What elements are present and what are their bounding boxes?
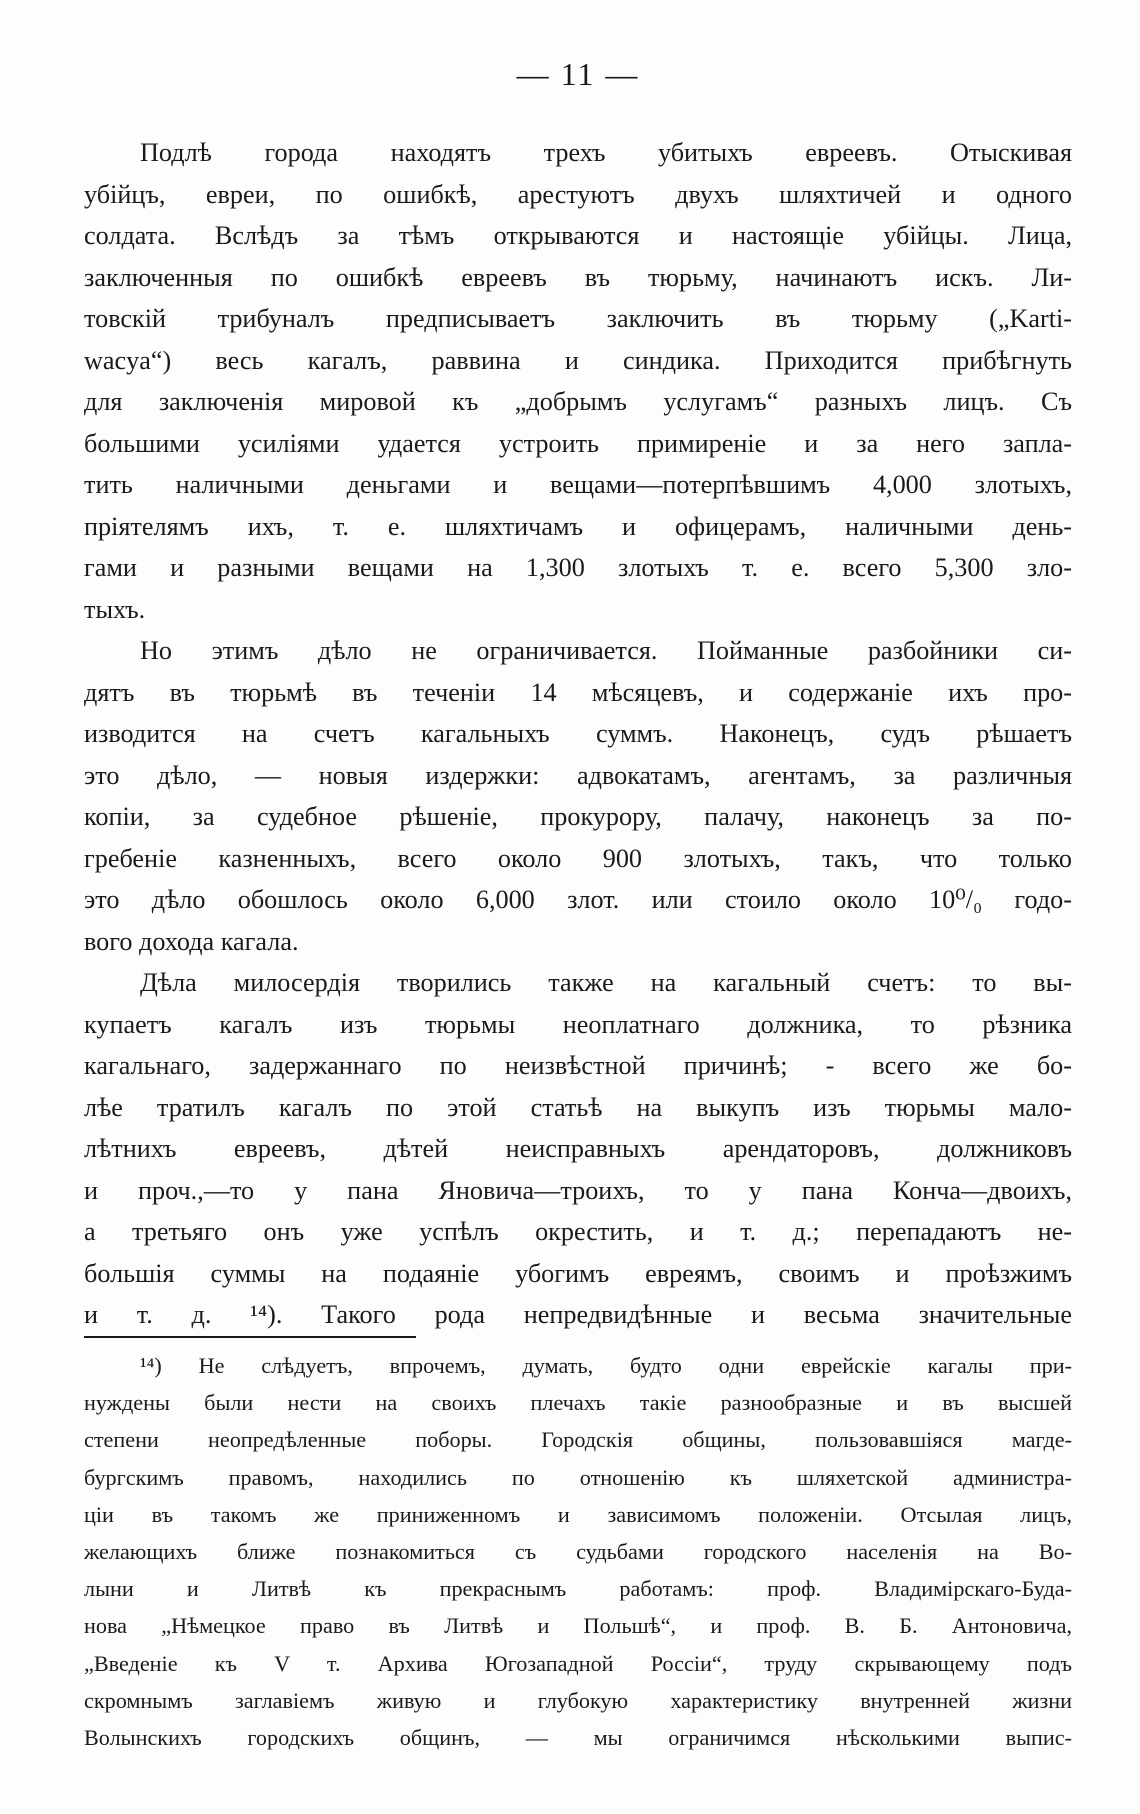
paragraph-1 [84,132,1072,630]
footnote-line: ціи въ такомъ же приниженномъ и зависимомъ положеніи. Отсылая лицъ, [84,1501,1072,1527]
text-line: солдата. Вслѣдъ за тѣмъ открываются и настоящіе убійцы. Лица, [84,221,1072,250]
text-line: лѣтнихъ евреевъ, дѣтей неисправныхъ арендаторовъ, должниковъ [84,1134,1072,1163]
text-line: это дѣло обошлось около 6,000 злот. или стоило около 10⁰/₀ годо- [84,885,1072,914]
text-line: пріятелямъ ихъ, т. е. шляхтичамъ и офицерамъ, наличными день- [84,511,1072,541]
text-line: тыхъ. [84,594,146,624]
text-line: большими усиліями удается устроить примиреніе и за него запла- [84,428,1072,458]
text-line: тить наличными деньгами и вещами—потерпѣвшимъ 4,000 злотыхъ, [84,470,1072,499]
text-line: кагальнаго, задержаннаго по неизвѣстной причинѣ; - всего же бо- [84,1051,1072,1080]
footnote-line: скромнымъ заглавіемъ живую и глубокую характеристику внутренней жизни [84,1687,1072,1713]
footnote-14 [84,1347,1072,1756]
footnote-line: желающихъ ближе познакомиться съ судьбами городского населенія на Во- [84,1539,1072,1565]
text-line: wacya“) весь кагалъ, раввина и синдика. Приходится прибѣгнуть [84,345,1072,375]
text-line: Дѣла милосердія творились также на кагальный счетъ: то вы- [140,968,1072,997]
text-line: убійцъ, евреи, по ошибкѣ, арестуютъ двухъ шляхтичей и одного [84,179,1072,209]
text-line: и проч.,—то у пана Яновича—троихъ, то у пана Конча—двоихъ, [84,1175,1072,1205]
paragraph-3 [84,962,1072,1336]
footnote-divider [84,1336,416,1338]
text-line: это дѣло, — новыя издержки: адвокатамъ, агентамъ, за различныя [84,760,1072,790]
text-line: заключенныя по ошибкѣ евреевъ въ тюрьму, начинаютъ искъ. Ли- [84,262,1072,292]
text-line: изводится на счетъ кагальныхъ суммъ. Наконецъ, судъ рѣшаетъ [84,719,1072,748]
text-line: Но этимъ дѣло не ограничивается. Пойманные разбойники си- [140,636,1072,665]
footnote-line: степени неопредѣленные поборы. Городскія общины, пользовавшіяся магде- [84,1427,1072,1453]
text-line: а третьяго онъ уже успѣлъ окрестить, и т. д.; перепадаютъ не- [84,1217,1072,1246]
text-line: дятъ въ тюрьмѣ въ теченіи 14 мѣсяцевъ, и содержаніе ихъ про- [84,677,1072,707]
main-text [84,132,1072,1336]
text-line: и т. д. ¹⁴). Такого рода непредвидѣнные и весьма значительные [84,1300,1072,1329]
footnote-line: „Введеніе къ V т. Архива Югозападной Россіи“, труду скрывающему подъ [84,1650,1072,1676]
text-line: лѣе тратилъ кагалъ по этой статьѣ на выкупъ изъ тюрьмы мало- [84,1092,1072,1122]
footnote-line: ¹⁴) Не слѣдуетъ, впрочемъ, думать, будто одни еврейскіе кагалы при- [140,1353,1072,1378]
footnote-line: Волынскихъ городскихъ общинъ, — мы ограничимся нѣсколькими выпис- [84,1725,1072,1751]
text-line: вого дохода кагала. [84,926,299,956]
text-line: гами и разными вещами на 1,300 злотыхъ т. е. всего 5,300 зло- [84,553,1072,582]
text-line: Подлѣ города находятъ трехъ убитыхъ евреевъ. Отыскивая [140,138,1072,167]
text-line: копіи, за судебное рѣшеніе, прокурору, палачу, наконецъ за по- [84,802,1072,831]
text-line: для заключенія мировой къ „добрымъ услугамъ“ разныхъ лицъ. Съ [84,387,1072,416]
footnote-line: нуждены были нести на своихъ плечахъ такіе разнообразные и въ высшей [84,1390,1072,1416]
text-line: купаетъ кагалъ изъ тюрьмы неоплатнаго должника, то рѣзника [84,1009,1072,1039]
footnote-line: лыни и Литвѣ къ прекраснымъ работамъ: проф. Владимірскаго-Будa- [84,1576,1072,1602]
footnote-line: нова „Нѣмецкое право въ Литвѣ и Польшѣ“, и проф. В. Б. Антоновича, [84,1613,1072,1639]
page-number: — 11 — [516,56,640,92]
footnote-line: бургскимъ правомъ, находились по отношенію къ шляхетской администра- [84,1464,1072,1490]
text-line: гребеніе казненныхъ, всего около 900 злотыхъ, такъ, что только [84,843,1072,873]
text-line: товскій трибуналъ предписываетъ заключить въ тюрьму („Karti- [84,304,1072,333]
paragraph-2 [84,630,1072,962]
text-line: большія суммы на подаяніе убогимъ евреямъ, своимъ и проѣзжимъ [84,1258,1072,1288]
